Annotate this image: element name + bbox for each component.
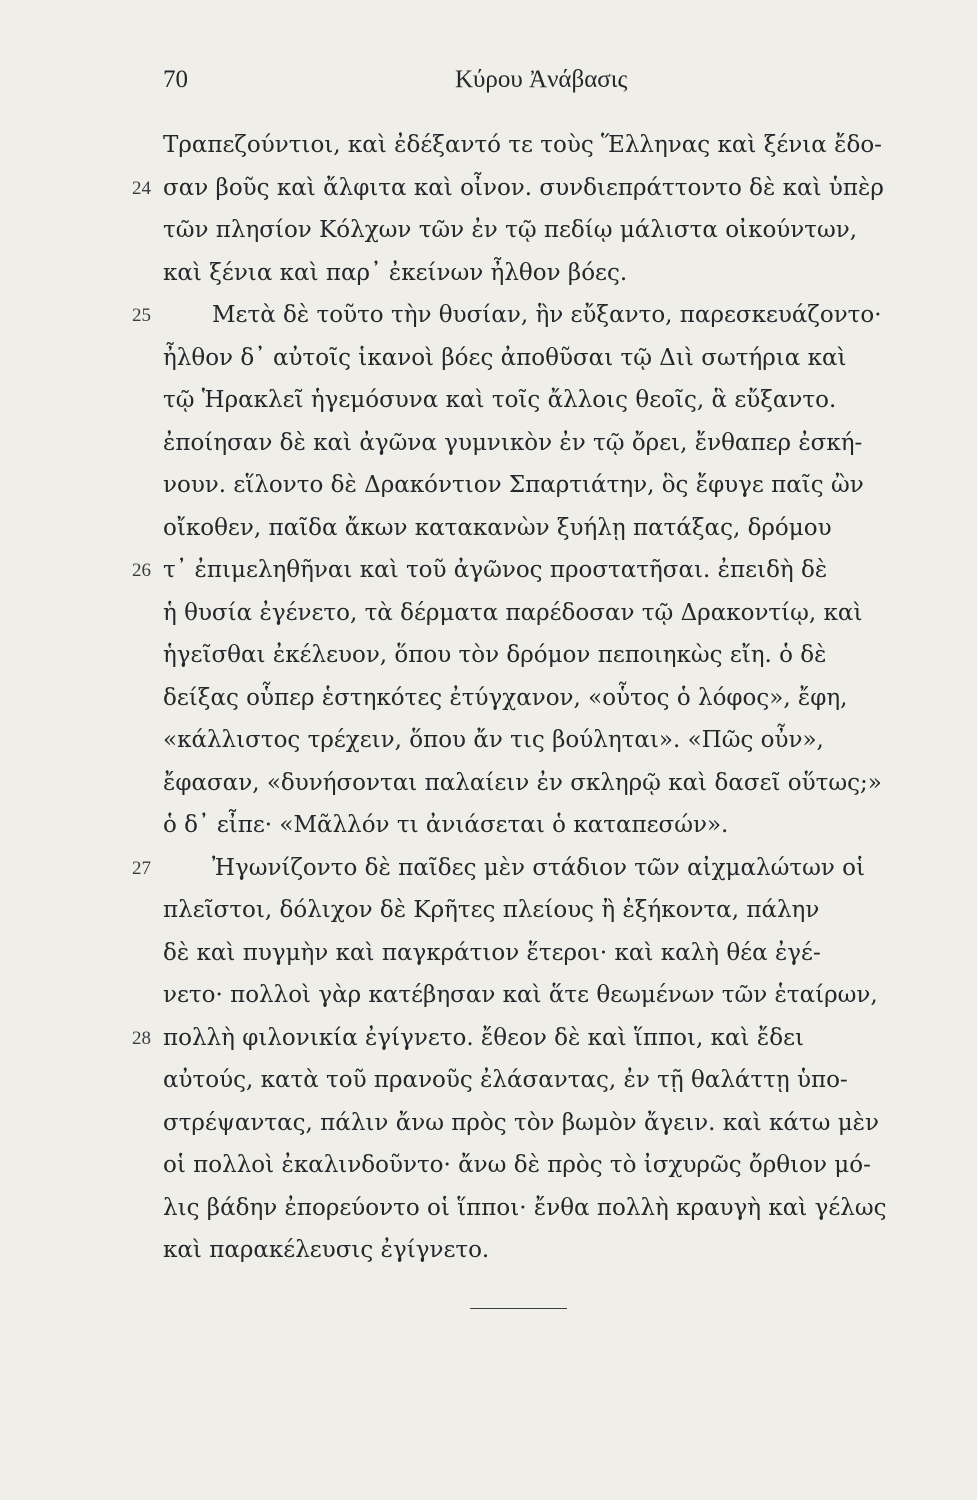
line-text: καὶ ξένια καὶ παρ᾽ ἐκείνων ἦλθον βόες. (163, 259, 628, 286)
text-line (0, 468, 977, 511)
line-text: πολλὴ φιλονικία ἐγίγνετο. ἔθεον δὲ καὶ ἵπποι, καὶ ἔδει (163, 1024, 805, 1051)
text-line (0, 426, 977, 469)
line-text: ἡ θυσία ἐγένετο, τὰ δέρματα παρέδοσαν τῷ Δρακοντίῳ, καὶ (163, 599, 863, 626)
page-number: 70 (163, 66, 188, 93)
text-line (0, 128, 977, 171)
line-text: Μετὰ δὲ τοῦτο τὴν θυσίαν, ἣν εὔξαντο, παρεσκευάζοντο· (212, 302, 882, 328)
line-text: νετο· πολλοὶ γὰρ κατέβησαν καὶ ἅτε θεωμένων τῶν ἑταίρων, (163, 982, 878, 1008)
line-text: σαν βοῦς καὶ ἄλφιτα καὶ οἶνον. συνδιεπράττοντο δὲ καὶ ὑπὲρ (163, 174, 884, 201)
line-text: ἦλθον δ᾽ αὐτοῖς ἱκανοὶ βόες ἀποθῦσαι τῷ Διὶ σωτήρια καὶ (163, 344, 847, 371)
line-text: Ἠγωνίζοντο δὲ παῖδες μὲν στάδιον τῶν αἰχμαλώτων οἱ (212, 854, 866, 881)
line-text: τ᾽ ἐπιμεληθῆναι καὶ τοῦ ἀγῶνος προστατῆσαι. ἐπειδὴ δὲ (163, 557, 828, 583)
section-number: 26 (132, 560, 151, 581)
text-line (0, 1063, 977, 1106)
text-line (0, 1191, 977, 1234)
text-line (0, 213, 977, 256)
line-text: τῶν πλησίον Κόλχων τῶν ἐν τῷ πεδίῳ μάλιστα οἰκούντων, (163, 217, 858, 243)
line-text: ὁ δ᾽ εἶπε· «Μᾶλλόν τι ἀνιάσεται ὁ καταπεσών». (163, 812, 729, 838)
text-line (0, 298, 977, 341)
text-line (0, 553, 977, 596)
text-line (0, 681, 977, 724)
text-line (0, 893, 977, 936)
text-line (0, 808, 977, 851)
text-line (0, 256, 977, 299)
line-text: νουν. εἵλοντο δὲ Δρακόντιον Σπαρτιάτην, ὃς ἔφυγε παῖς ὢν (163, 472, 864, 498)
text-line (0, 766, 977, 809)
line-text: ἡγεῖσθαι ἐκέλευον, ὅπου τὸν δρόμον πεποιηκὼς εἴη. ὁ δὲ (163, 642, 827, 668)
text-line (0, 723, 977, 766)
text-line (0, 1233, 977, 1276)
line-text: στρέψαντας, πάλιν ἄνω πρὸς τὸν βωμὸν ἄγειν. καὶ κάτω μὲν (163, 1109, 879, 1136)
text-line (0, 851, 977, 894)
line-text: Τραπεζούντιοι, καὶ ἐδέξαντό τε τοὺς Ἕλληνας καὶ ξένια ἔδο- (163, 132, 882, 158)
text-line (0, 1148, 977, 1191)
end-rule (470, 1308, 567, 1309)
text-line (0, 171, 977, 214)
line-text: δείξας οὗπερ ἑστηκότες ἐτύγχανον, «οὗτος ὁ λόφος», ἔφη, (163, 684, 848, 711)
line-text: οἴκοθεν, παῖδα ἄκων κατακανὼν ξυήλῃ πατάξας, δρόμου (163, 514, 832, 541)
line-text: δὲ καὶ πυγμὴν καὶ παγκράτιον ἕτεροι· καὶ καλὴ θέα ἐγέ- (163, 939, 821, 966)
text-line (0, 596, 977, 639)
text-line (0, 1021, 977, 1064)
text-line (0, 936, 977, 979)
line-text: «κάλλιστος τρέχειν, ὅπου ἄν τις βούληται». «Πῶς οὖν», (163, 727, 824, 753)
line-text: πλεῖστοι, δόλιχον δὲ Κρῆτες πλείους ἢ ἑξήκοντα, πάλην (163, 897, 820, 923)
greek-text-body (0, 128, 977, 1276)
line-text: οἱ πολλοὶ ἐκαλινδοῦντο· ἄνω δὲ πρὸς τὸ ἰσχυρῶς ὄρθιον μό- (163, 1152, 871, 1178)
section-number: 27 (132, 857, 151, 879)
line-text: τῷ Ἡρακλεῖ ἡγεμόσυνα καὶ τοῖς ἄλλοις θεοῖς, ἃ εὔξαντο. (163, 387, 837, 413)
section-number: 24 (132, 177, 151, 199)
line-text: καὶ παρακέλευσις ἐγίγνετο. (163, 1237, 490, 1263)
line-text: ἔφασαν, «δυνήσονται παλαίειν ἐν σκληρῷ καὶ δασεῖ οὕτως;» (163, 769, 882, 796)
text-line (0, 638, 977, 681)
text-line (0, 511, 977, 554)
section-number: 28 (132, 1027, 151, 1049)
running-title: Κύρου Ἀνάβασις (455, 66, 628, 93)
line-text: αὐτούς, κατὰ τοῦ πρανοῦς ἐλάσαντας, ἐν τῇ θαλάττῃ ὑπο- (163, 1067, 848, 1093)
section-number: 25 (132, 305, 151, 326)
text-line (0, 341, 977, 384)
text-line (0, 383, 977, 426)
line-text: λις βάδην ἐπορεύοντο οἱ ἵπποι· ἔνθα πολλὴ κραυγὴ καὶ γέλως (163, 1194, 887, 1221)
line-text: ἐποίησαν δὲ καὶ ἀγῶνα γυμνικὸν ἐν τῷ ὄρει, ἔνθαπερ ἐσκή- (163, 429, 863, 456)
text-line (0, 978, 977, 1021)
text-line (0, 1106, 977, 1149)
